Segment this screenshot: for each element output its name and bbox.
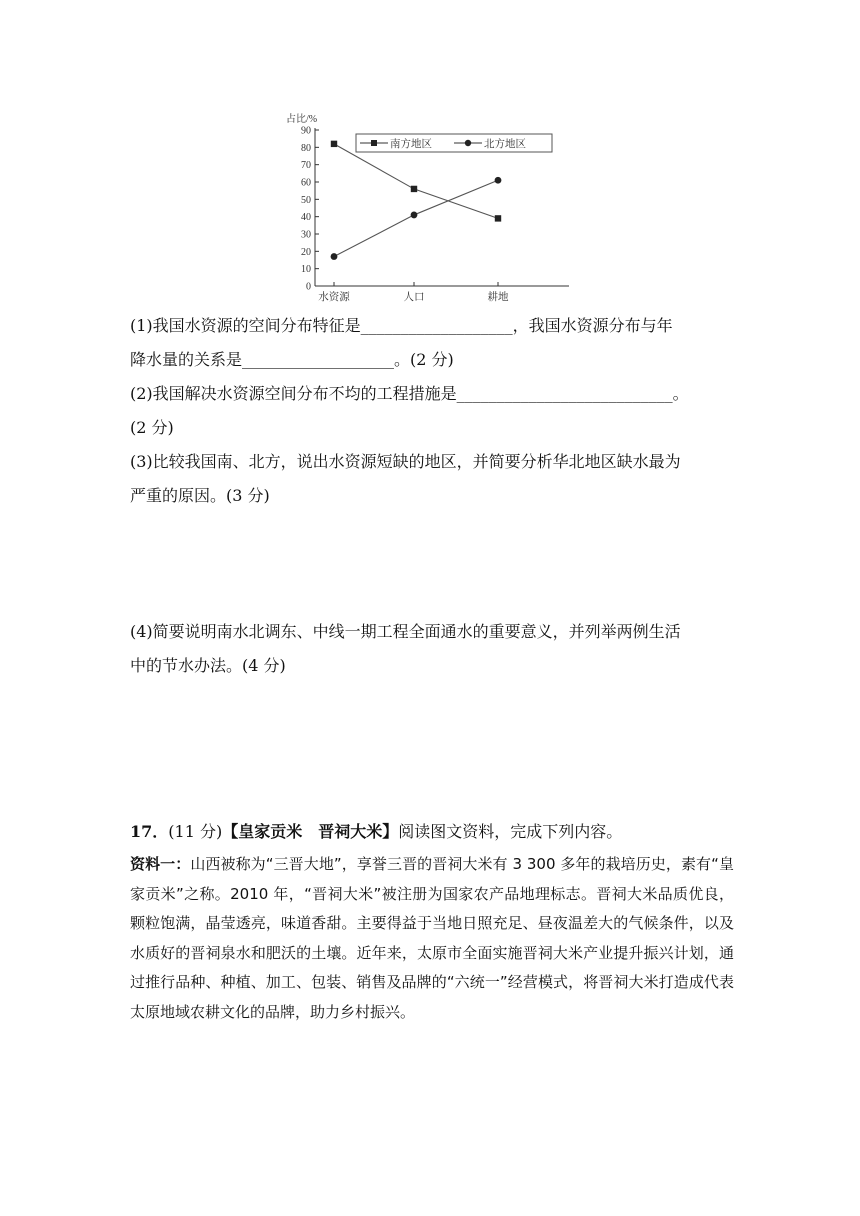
- y-tick-label: 20: [301, 246, 311, 258]
- y-tick-label: 0: [306, 281, 311, 293]
- y-tick-label: 30: [301, 229, 311, 241]
- material-1: [130, 850, 734, 1027]
- material-label: 资料一：: [130, 855, 191, 873]
- y-tick-label: 80: [301, 142, 311, 154]
- question-prompt: 阅读图文资料，完成下列内容。: [398, 822, 623, 841]
- question-2-line-2: (2 分): [130, 418, 174, 437]
- chart-svg: [284, 110, 574, 306]
- line-chart: [284, 110, 574, 306]
- legend-marker-circle: [465, 140, 471, 146]
- question-2-line-1: (2)我国解决水资源空间分布不均的工程措施是___________________________。: [130, 384, 689, 403]
- y-axis-label: 占比/%: [286, 114, 318, 125]
- y-tick-label: 10: [301, 264, 311, 276]
- question-1-line-1: (1)我国水资源的空间分布特征是___________________，我国水资源分布与年: [130, 316, 673, 335]
- data-point-circle: [411, 212, 418, 219]
- data-point-circle: [495, 177, 502, 184]
- legend-label: 北方地区: [484, 138, 526, 150]
- question-4-line-2: 中的节水办法。(4 分): [130, 656, 286, 675]
- legend-label: 南方地区: [390, 138, 432, 150]
- question-3-line-2: 严重的原因。(3 分): [130, 486, 270, 505]
- question-number: 17．: [130, 822, 169, 841]
- data-point-square: [411, 186, 417, 192]
- question-4-line-1: (4)简要说明南水北调东、中线一期工程全面通水的重要意义，并列举两例生活: [130, 622, 681, 641]
- y-tick-label: 70: [301, 160, 311, 172]
- data-point-square: [331, 141, 337, 147]
- x-tick-label: 水资源: [318, 292, 350, 303]
- y-tick-label: 60: [301, 177, 311, 189]
- x-tick-label: 人口: [403, 292, 425, 303]
- y-tick-label: 50: [301, 194, 311, 206]
- data-point-circle: [331, 253, 338, 260]
- x-tick-label: 耕地: [487, 292, 509, 303]
- y-tick-label: 40: [301, 212, 311, 224]
- question-17-header: [130, 822, 622, 842]
- question-title: 【皇家贡米 晋祠大米】: [222, 822, 399, 841]
- question-score: (11 分): [168, 822, 223, 841]
- y-tick-label: 90: [301, 125, 311, 137]
- series-line-0: [334, 144, 498, 219]
- question-1-line-2: 降水量的关系是___________________。(2 分): [130, 350, 454, 369]
- legend-marker-square: [371, 140, 377, 146]
- question-3-line-1: (3)比较我国南、北方，说出水资源短缺的地区，并简要分析华北地区缺水最为: [130, 452, 681, 471]
- material-text: 山西被称为“三晋大地”，享誉三晋的晋祠大米有 3 300 多年的栽培历史，素有“皇家贡米”之称。2010 年，“晋祠大米”被注册为国家农产品地理标志。晋祠大米品质优良，颗粒饱满，晶莹透亮，味道香甜。主要得益于当地日照充足、昼夜温差大的气候条件，以及水质好的晋祠泉水和肥沃的土壤。近年来，太原市全面实施晋祠大米产业提升振兴计划，通过推行品种、种植、加工、包装、销售及品牌的“六统一”经营模式，将晋祠大米打造成代表太原地域农耕文化的品牌，助力乡村振兴。: [130, 855, 734, 1021]
- data-point-square: [495, 215, 501, 221]
